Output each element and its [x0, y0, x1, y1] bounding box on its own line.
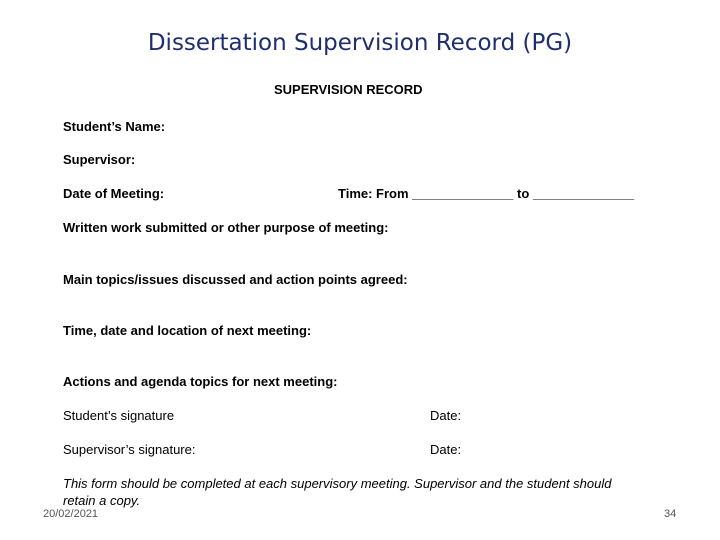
student-date-label: Date: [430, 408, 462, 423]
main-topics-label: Main topics/issues discussed and action points agreed: [63, 272, 408, 287]
supervisor-label: Supervisor: [63, 152, 136, 167]
supervisor-signature-label: Supervisor’s signature: [63, 442, 196, 457]
form-note: This form should be completed at each supervisory meeting. Supervisor and the student should retain a copy. [63, 476, 612, 508]
form-heading: SUPERVISION RECORD [274, 82, 423, 97]
written-work-label: Written work submitted or other purpose of meeting: [63, 220, 389, 235]
student-name-label: Student’s Name: [63, 119, 166, 134]
date-of-meeting-label: Date of Meeting: [63, 186, 165, 201]
next-meeting-label: Time, date and location of next meeting: [63, 323, 312, 338]
actions-agenda-label: Actions and agenda topics for next meeting: [63, 374, 338, 389]
slide-title: Dissertation Supervision Record (PG) [147, 30, 573, 56]
footer-date: 20/02/2021 [43, 508, 99, 520]
time-from-to-label: Time: From ______________ to ______________ [338, 186, 635, 201]
student-signature-label: Student’s signature [63, 408, 175, 423]
page-number: 34 [664, 508, 677, 520]
supervisor-date-label: Date: [430, 442, 462, 457]
